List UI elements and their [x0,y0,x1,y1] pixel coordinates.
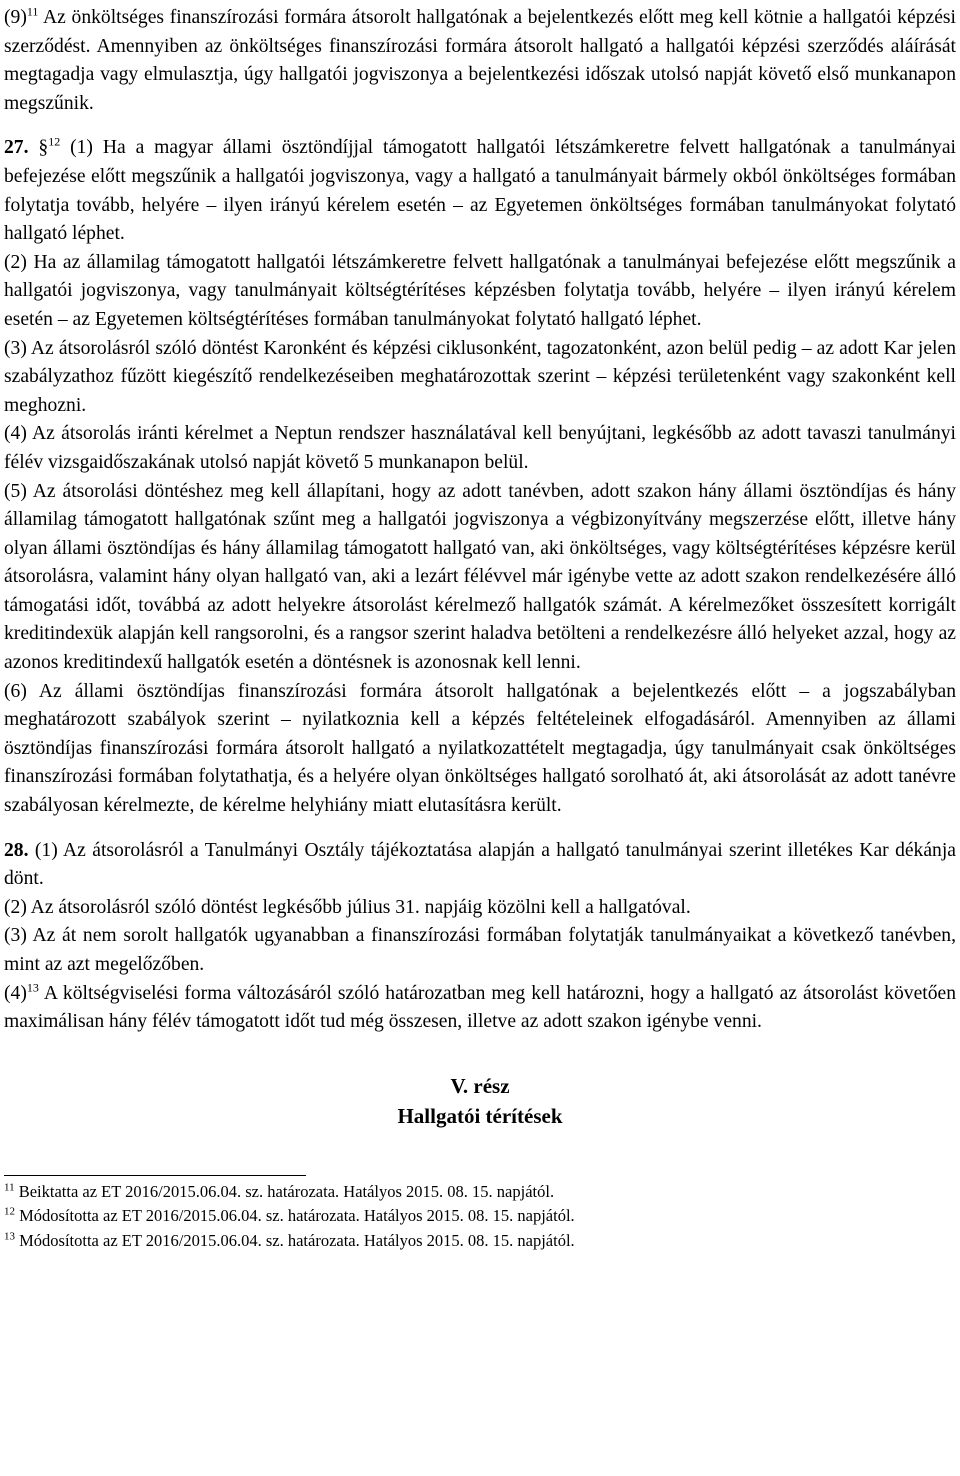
footnote-13 [4,1229,956,1254]
footnote-ref: 12 [48,134,61,149]
footnote-text: Beiktatta az ET 2016/2015.06.04. sz. határozata. Hatályos 2015. 08. 15. napjától. [14,1181,555,1201]
section-28-paragraph-3: (3) Az át nem sorolt hallgatók ugyanabban a finanszírozási formában folytatják tanulmányaikat a következő tanévben, mint az azt megelőzőben. [4,925,956,975]
footnote-text: Módosította az ET 2016/2015.06.04. sz. határozata. Hatályos 2015. 08. 15. napjától. [15,1206,575,1226]
footnote-number: 11 [4,1181,15,1194]
paragraph-prefix: (9) [4,7,27,28]
footnote-number: 12 [4,1205,15,1218]
section-sign: § [38,137,49,159]
part-number: V. rész [450,1073,510,1098]
section-28-paragraph-1 [4,837,956,894]
paragraph-prefix: (4) [4,982,27,1004]
footnote-text: Módosította az ET 2016/2015.06.04. sz. határozata. Hatályos 2015. 08. 15. napjától. [15,1230,575,1250]
footnote-divider [4,1175,306,1176]
footnote-ref: 13 [26,980,39,995]
part-title: Hallgatói térítések [397,1103,563,1128]
section-27-paragraph-3: (3) Az átsorolásról szóló döntést Karonként és képzési ciklusonként, tagozatonként, azon belül pedig – az adott Kar jelen szabályzathoz fűzött kiegészítő rendelkezéseiben meghatározottak szerint – képzési területenként vagy szakonként kell meghozni. [4,337,956,416]
paragraph-text: Az önköltséges finanszírozási formára átsorolt hallgatónak a bejelentkezés előtt meg kell kötnie a hallgatói képzési szerződést. Amennyiben az önköltséges finanszírozási formára átsorolt hallgató a hallgatói képzési szerződés aláírását megtagadja vagy elmulasztja, úgy hallgatói jogviszonya a bejelentkezési időszak utolsó napját követő első munkanapon megszűnik. [4,7,956,114]
footnote-ref: 11 [26,4,39,19]
section-27-paragraph-2: (2) Ha az államilag támogatott hallgatói létszámkeretre felvett hallgatónak a tanulmányai befejezése előtt megszűnik a hallgatói jogviszonya, vagy tanulmányait költségtérítéses képzésben folytatja tovább, helyére – ilyen irányú kérelem esetén – az Egyetemen költségtérítéses formában tanulmányokat folytató hallgató léphet. [4,251,956,330]
part-heading [4,1071,956,1131]
footnote-11 [4,1180,956,1205]
paragraph-9 [4,4,956,118]
paragraph-text: A költségviselési forma változásáról szóló határozatban meg kell határozni, hogy a hallgató az átsorolást követően maximálisan hány félév támogatott időt tud még összesen, illetve az adott szakon igénybe venni. [4,982,956,1033]
section-27-paragraph-6: (6) Az állami ösztöndíjas finanszírozási formára átsorolt hallgatónak a bejelentkezés előtt – a jogszabályban meghatározott szabályok szerint – nyilatkoznia kell a képzés feltételeinek elfogadásáról. Amennyiben az állami ösztöndíjas finanszírozási formára átsorolt hallgató a nyilatkozattételt megtagadja, úgy tanulmányait csak önköltséges finanszírozási formában folytathatja, és a helyére olyan önköltséges hallgató sorolható át, aki átsorolását az adott tanévre szabályosan kérelmezte, de kérelme helyhiány miatt elutasításra került. [4,680,956,817]
section-27-paragraph-4: (4) Az átsorolás iránti kérelmet a Neptun rendszer használatával kell benyújtani, legkésőbb az adott tavaszi tanulmányi félév vizsgaidőszakának utolsó napját követő 5 munkanapon belül. [4,423,956,473]
section-28-paragraph-2: (2) Az átsorolásról szóló döntést legkésőbb július 31. napjáig közölni kell a hallgatóval. [4,896,691,918]
section-28-paragraph-4 [4,980,956,1037]
footnote-number: 13 [4,1230,15,1243]
paragraph-text: (1) Ha a magyar állami ösztöndíjjal támogatott hallgatói létszámkeretre felvett hallgatónak a tanulmányai befejezése előtt megszűnik a hallgatói jogviszonya, vagy a hallgató a tanulmányait bármely okból önköltséges formában folytatja tovább, helyére – ilyen irányú kérelem esetén – az Egyetemen önköltséges formában tanulmányokat folytató hallgató léphet. [4,137,956,245]
section-27-paragraph-5: (5) Az átsorolási döntéshez meg kell állapítani, hogy az adott tanévben, adott szakon hány állami ösztöndíjas és hány államilag támogatott hallgatónak szűnt meg a hallgatói jogviszonya a végbizonyítvány megszerzése előtt, illetve hány olyan állami ösztöndíjas és hány államilag támogatott hallgató van, aki önköltséges, vagy költségtérítéses képzésre kerül átsorolásra, valamint hány olyan hallgató van, aki a lezárt félévvel már igénybe vette az adott szakon rendelkezésére álló támogatási időt, továbbá az adott helyekre átsorolást kérelmező hallgatók számát. A kérelmezőket összesített korrigált kreditindexük alapján kell rangsorolni, és a rangsor szerint haladva betölteni a rendelkezésre álló helyeket azzal, hogy az azonos kreditindexű hallgatók esetén a döntésnek is azonosnak kell lenni. [4,480,956,674]
section-27-paragraph-1 [4,134,956,248]
document-page [4,4,956,1254]
footnote-12 [4,1204,956,1229]
section-number: 28. [4,839,29,861]
section-number: 27. [4,137,29,159]
paragraph-text: (1) Az átsorolásról a Tanulmányi Osztály tájékoztatása alapján a hallgató tanulmányai szerint illetékes Kar dékánja dönt. [4,839,956,890]
